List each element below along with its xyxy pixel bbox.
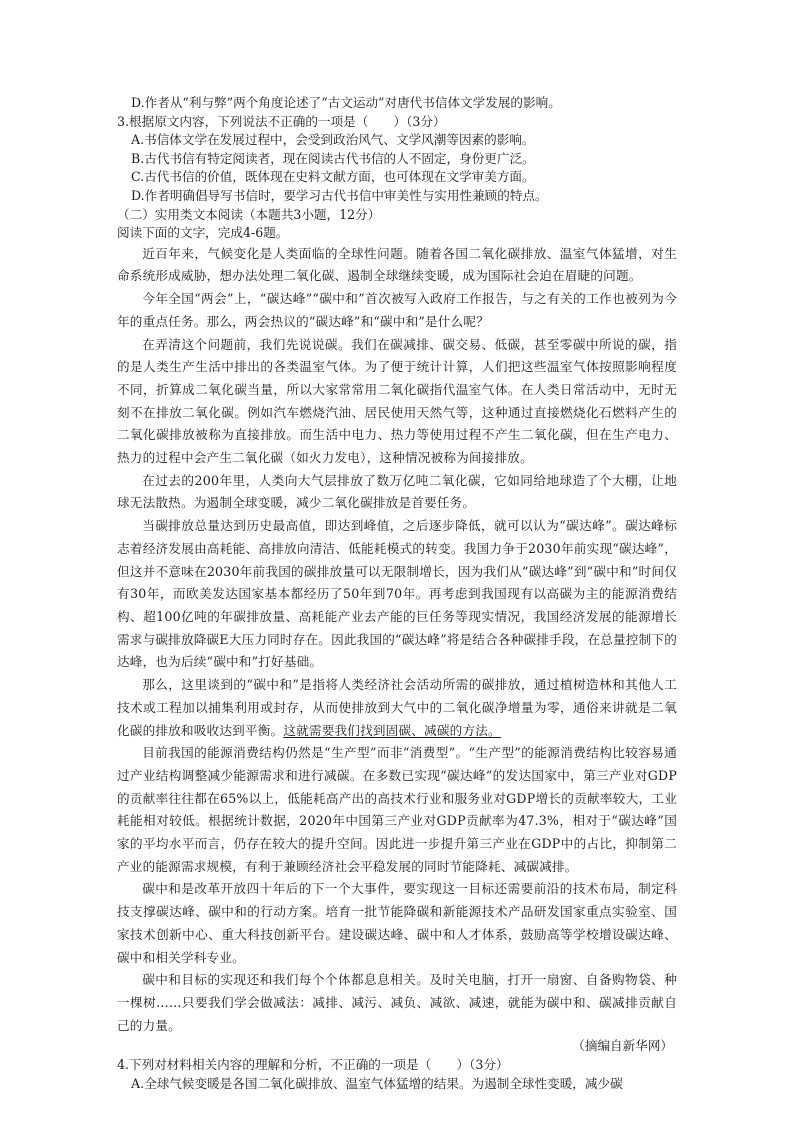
q3-option-b: B.古代书信有特定阅读者，现在阅读古代书信的人不固定，身份更广泛。 xyxy=(131,150,535,166)
q3-option-d: D.作者明确倡导写书信时，要学习古代书信中审美性与实用性兼顾的特点。 xyxy=(131,187,548,203)
article-paragraph-6 xyxy=(117,674,677,742)
article-source: （摘编自新华网） xyxy=(572,1038,673,1054)
article-paragraph-1: 近百年来，气候变化是人类面临的全球性问题。随着各国二氧化碳排放、温室气体猛增，对生命系统形成威胁，想办法处理二氧化碳、遏制全球继续变暖，成为国际社会迫在眉睫的问题。 xyxy=(117,245,677,284)
article-paragraph-5: 当碳排放总量达到历史最高值，即达到峰值，之后逐步降低，就可以认为“碳达峰”。碳达峰标志着经济发展由高耗能、高排放向清洁、低能耗模式的转变。我国力争于2030年前实现“碳达峰”，但这并不意味在2030年前我国的碳排放量可以无限制增长，因为我们从“碳达峰”到“碳中和”时间仅有30年，而欧美发达国家基本都经历了50年到70年。再考虑到我国现有以高碳为主的能源消费结构、超100亿吨的年碳排放量、高耗能产业去产能的巨任务等现实情况，我国经济发展的能源增长需求与碳排放降碳E大压力同时存在。因此我国的“碳达峰”将是结合各种碳排手段，在总量控制下的达峰，也为后续“碳中和”打好基础。 xyxy=(117,518,678,670)
article-paragraph-4: 在过去的200年里，人类向大气层排放了数万亿吨二氧化碳，它如同给地球造了个大棚，让地球无法散热。为遏制全球变暖，减少二氧化碳排放是首要任务。 xyxy=(117,472,677,511)
section-instruction: 阅读下面的文字，完成4-6题。 xyxy=(117,225,289,241)
section-heading: （二）实用类文本阅读（本题共3小题，12分） xyxy=(117,206,381,222)
q3-option-c: C.古代书信的价值，既体现在史料文献方面，也可体现在文学审美方面。 xyxy=(131,169,535,185)
q4-stem: 4.下列对材料相关内容的理解和分析，不正确的一项是（ ）（3分） xyxy=(117,1056,509,1072)
q2-option-d: D.作者从“利与弊”两个角度论述了“古文运动”对唐代书信体文学发展的影响。 xyxy=(131,95,561,110)
article-paragraph-8: 碳中和是改革开放四十年后的下一个大事件，要实现这一目标还需要前沿的技术布局，制定科技支撑碳达峰、碳中和的行动方案。培育一批节能降碳和新能源技术产品研发国家重点实验室、国家技术创新中心、重大科技创新平台。建设碳达峰、碳中和人才体系，鼓励高等学校增设碳达峰、碳中和相关学科专业。 xyxy=(117,881,677,965)
article-paragraph-7: 目前我国的能源消费结构仍然是“生产型”而非“消费型”。“生产型”的能源消费结构比较容易通过产业结构调整减少能源需求和进行减碳。在多数已实现“碳达峰”的发达国家中，第三产业对GDP的贡献率往往都在65%以上，低能耗高产出的高技术行业和服务业对GDP增长的贡献率较大，工业耗能相对较低。根据统计数据，2020年中国第三产业对GDP贡献率为47.3%，相对于“碳达峰”国家的平均水平而言，仍存在较大的提升空间。因此进一步提升第三产业在GDP中的占比，抑制第二产业的能源需求规模，有利于兼顾经济社会平稳发展的同时节能降耗、减碳减排。 xyxy=(117,745,677,874)
article-paragraph-3: 在弄清这个问题前，我们先说说碳。我们在碳减排、碳交易、低碳，甚至零碳中所说的碳，指的是人类生产生活中排出的各类温室气体。为了便于统计计算，人们把这些温室气体按照影响程度不同，折算成二氧化碳当量，所以大家常常用二氧化碳指代温室气体。在人类日常活动中，无时无刻不在排放二氧化碳。例如汽车燃烧汽油、居民使用天然气等，这种通过直接燃烧化石燃料产生的二氧化碳排放被称为直接排放。而生活中电力、热力等使用过程不产生二氧化碳，但在生产电力、热力的过程中会产生二氧化碳（如火力发电），这种情况被称为间接排放。 xyxy=(117,336,677,466)
underlined-sentence: 这就需要我们找到固碳、减碳的方法。 xyxy=(283,722,501,738)
article-paragraph-2: 今年全国“两会”上，“碳达峰”“碳中和”首次被写入政府工作报告，与之有关的工作也被列为今年的重点任务。那么，两会热议的“碳达峰”和“碳中和”是什么呢？ xyxy=(117,291,677,329)
page-content xyxy=(117,94,677,1093)
q3-stem: 3.根据原文内容，下列说法不正确的一项是（ ）（3分） xyxy=(117,113,446,129)
q3-option-a: A.书信体文学在发展过程中，会受到政治风气、文学风潮等因素的影响。 xyxy=(131,132,535,148)
article-paragraph-9: 碳中和目标的实现还和我们每个个体都息息相关。及时关电脑，打开一扇窗、自备购物袋、种一棵树……只要我们学会做减法：减排、减污、减负、减欲、减速，就能为碳中和、碳减排贡献自己的力量。 xyxy=(117,972,677,1033)
paragraph-6-text: 那么，这里谈到的“碳中和”是指将人类经济社会活动所需的碳排放，通过植树造林和其他人工技术或工程加以捕集利用或封存，从而使排放到大气中的二氧化碳净增量为零，通俗来讲就是二氧化碳的排放和吸收达到平衡。 xyxy=(117,677,677,738)
q4-option-a: A.全球气候变暖是各国二氧化碳排放、温室气体猛增的结果。为遏制全球性变暖，减少碳 xyxy=(131,1075,623,1091)
